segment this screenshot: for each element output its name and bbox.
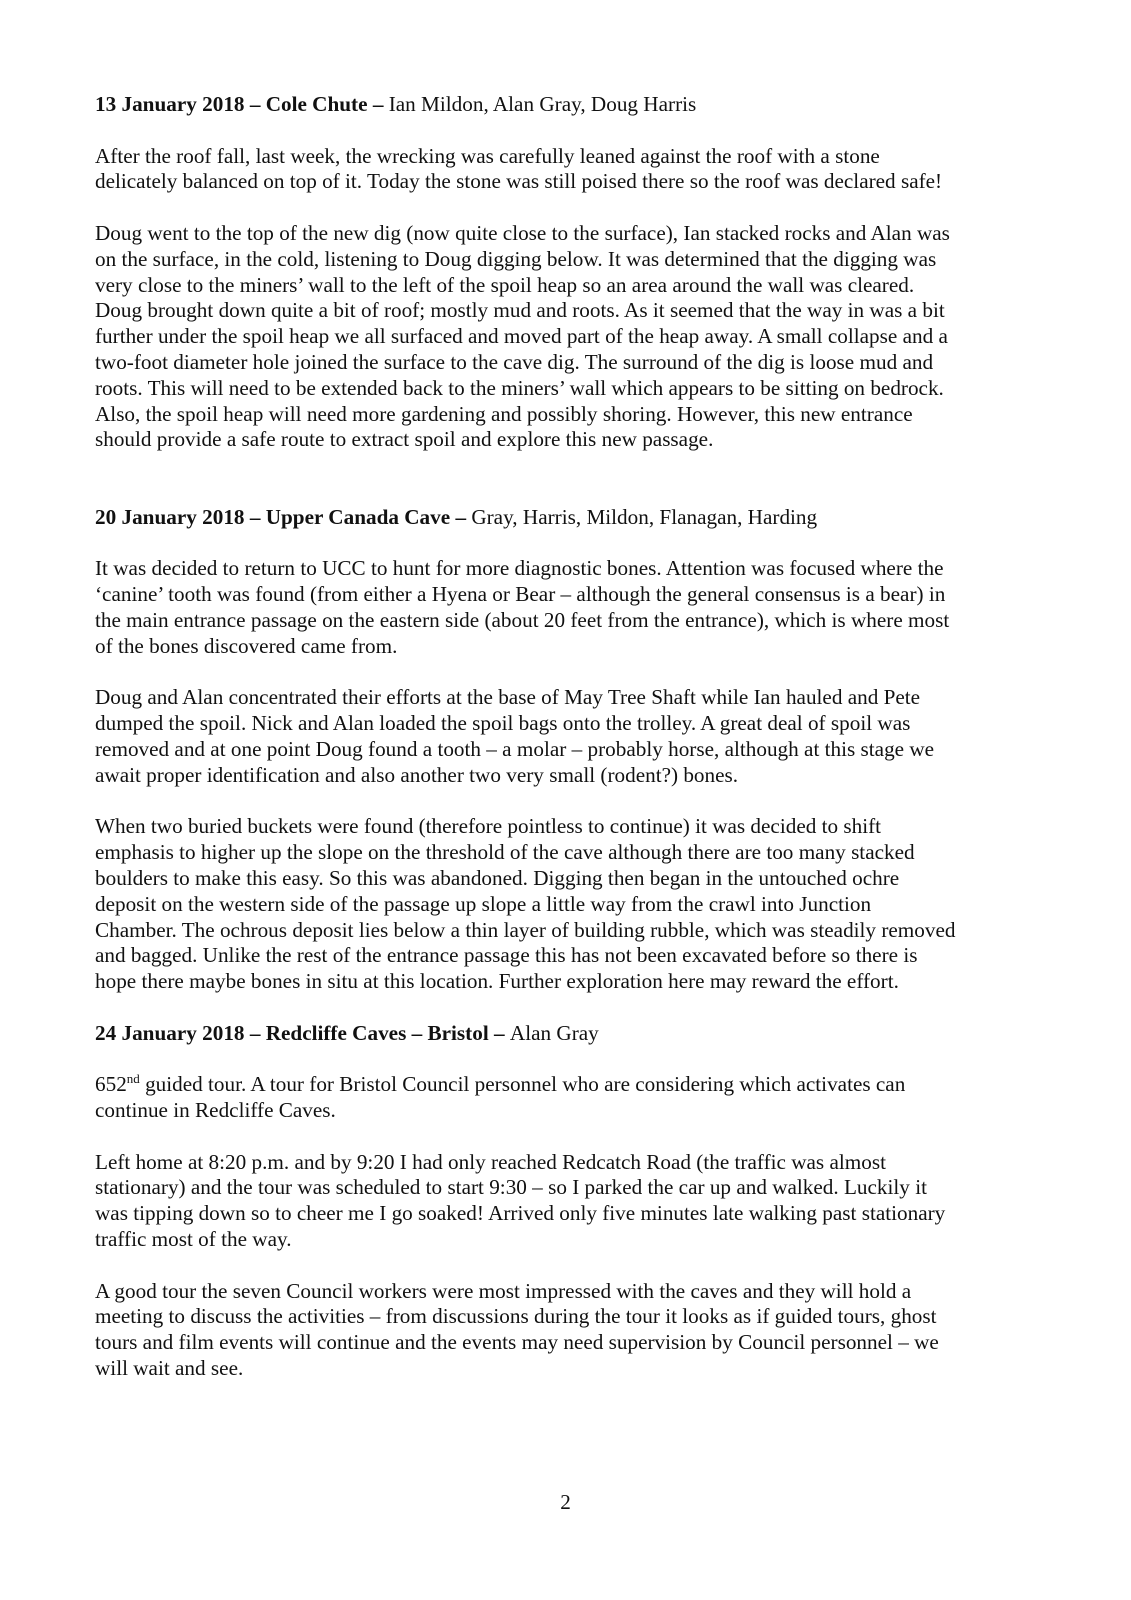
paragraph: Left home at 8:20 p.m. and by 9:20 I had only reached Redcatch Road (the traffic was almost stationary) and the tour was scheduled to start 9:30 – so I parked the car up and walked. Luckily it was tipping down so to cheer me I go soaked! Arrived only five minutes late walking past stationary traffic most of the way. [95, 1149, 946, 1252]
entry-date: 24 January 2018 [95, 1020, 245, 1045]
paragraph: Doug went to the top of the new dig (now quite close to the surface), Ian stacked rocks and Alan was on the surface, in the cold, listening to Doug digging below. It was determined that the digging was very close to the miners’ wall to the left of the spoil heap so an area around the wall was cleared. Doug brought down quite a bit of roof; mostly mud and roots. As it seemed that the way in was a bit further under the spoil heap we all surfaced and moved part of the heap away. A small collapse and a two-foot diameter hole joined the surface to the cave dig. The surround of the dig is loose mud and roots. This will need to be extended back to the miners’ wall which appears to be sitting on bedrock. Also, the spoil heap will need more gardening and possibly shoring. However, this new entrance should provide a safe route to extract spoil and explore this new passage. [95, 220, 950, 452]
ordinal-suffix: nd [126, 1071, 140, 1087]
paragraph: It was decided to return to UCC to hunt for more diagnostic bones. Attention was focused where the ‘canine’ tooth was found (from either a Hyena or Bear – although the general consensus is a bear) in the main entrance passage on the eastern side (about 20 feet from the entrance), which is where most of the bones discovered came from. [95, 556, 950, 658]
entry-heading-upper-canada-cave: 20 January 2018 – Upper Canada Cave – Gray, Harris, Mildon, Flanagan, Harding [95, 504, 818, 529]
entry-people: Alan Gray [509, 1020, 599, 1045]
tour-number: 652 [95, 1072, 127, 1097]
document-page [95, 92, 1040, 1408]
spacer [95, 479, 1040, 505]
entry-heading-cole-chute: 13 January 2018 – Cole Chute – Ian Mildon, Alan Gray, Doug Harris [95, 92, 697, 116]
entry-place: Redcliffe Caves – Bristol [265, 1020, 489, 1045]
entry-place: Cole Chute [265, 92, 368, 116]
entry-people: Ian Mildon, Alan Gray, Doug Harris [388, 92, 697, 116]
entry-place: Upper Canada Cave [265, 504, 451, 529]
page-number: 2 [560, 1490, 571, 1514]
paragraph: Doug and Alan concentrated their efforts at the base of May Tree Shaft while Ian hauled and Pete dumped the spoil. Nick and Alan loaded the spoil bags onto the trolley. A great deal of spoil was removed and at one point Doug found a tooth – a molar – probably horse, although at this stage we await proper identification and also another two very small (rodent?) bones. [95, 685, 935, 787]
entry-date: 20 January 2018 [95, 504, 245, 529]
entry-heading-redcliffe-caves: 24 January 2018 – Redcliffe Caves – Bristol – Alan Gray [95, 1020, 599, 1045]
paragraph: 652nd guided tour. A tour for Bristol Council personnel who are considering which activates can continue in Redcliffe Caves. [95, 1071, 906, 1123]
paragraph: When two buried buckets were found (therefore pointless to continue) it was decided to shift emphasis to higher up the slope on the threshold of the cave although there are too many stacked boulders to make this easy. So this was abandoned. Digging then began in the untouched ochre deposit on the western side of the passage up slope a little way from the crawl into Junction Chamber. The ochrous deposit lies below a thin layer of building rubble, which was steadily removed and bagged. Unlike the rest of the entrance passage this has not been excavated before so there is hope there maybe bones in situ at this location. Further exploration here may reward the effort. [95, 814, 956, 994]
paragraph: A good tour the seven Council workers were most impressed with the caves and they will hold a meeting to discuss the activities – from discussions during the tour it looks as if guided tours, ghost tours and film events will continue and the events may need supervision by Council personnel – we will wait and see. [95, 1278, 939, 1381]
entry-date: 13 January 2018 [95, 92, 245, 116]
entry-people: Gray, Harris, Mildon, Flanagan, Harding [471, 504, 818, 529]
paragraph: After the roof fall, last week, the wrecking was carefully leaned against the roof with a stone delicately balanced on top of it. Today the stone was still poised there so the roof was declared safe! [95, 143, 943, 194]
